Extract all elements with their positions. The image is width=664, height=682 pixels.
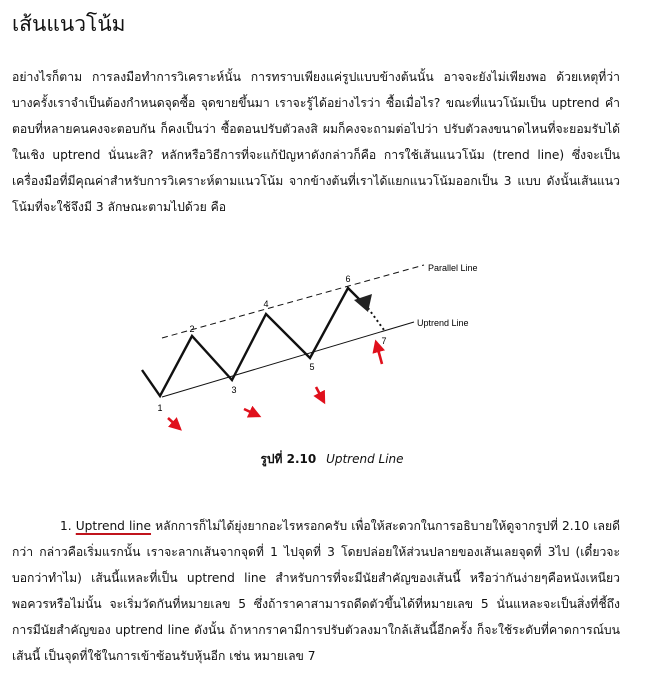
point-label: 1 — [157, 403, 163, 413]
point-label: 2 — [189, 324, 195, 334]
intro-paragraph: อย่างไรก็ตาม การลงมือทำการวิเคราะห์นั้น การทราบเพียงแค่รูปแบบข้างต้นนั้น อาจจะยังไม่เพียงพอ ด้วยเหตุที่ว่า บางครั้งเราจำเป็นต้องกำหนดจุดซื้อ จุดขายขึ้นมา เราจะรู้ได้อย่างไรว่า ซื้อเมื่อไร? ขณะที่แนวโน้มเป็น uptrend คำตอบที่หลายคนคงจะตอบกัน ก็คงเป็นว่า ซื้อตอนปรับตัวลงสิ ผมก็คงจะถามต่อไปว่า ปรับตัวลงขนาดไหนที่จะยอมรับได้ในเชิง uptrend นั่นนะสิ? หลักหรือวิธีการที่จะแก้ปัญหาดังกล่าวก็คือ การใช้เส้นแนวโน้ม (trend line) ซึ่งจะเป็นเครื่องมือที่มีคุณค่าสำหรับการวิเคราะห์ตามแนวโน้ม จากข้างต้นที่เราได้แยกแนวโน้มออกเป็น 3 แบบ ดังนั้นเส้นแนวโน้มที่จะใช้จึงมี 3 ลักษณะตามไปด้วย คือ — [12, 70, 620, 214]
red-arrow-icon — [168, 418, 180, 429]
uptrend-line-label: Uptrend Line — [417, 318, 469, 328]
item-term: Uptrend line — [75, 519, 152, 533]
section-heading: เส้นแนวโน้ม — [12, 12, 126, 36]
parallel-line-label: Parallel Line — [428, 263, 478, 273]
point-label: 3 — [231, 385, 237, 395]
point-label: 7 — [381, 336, 387, 346]
uptrend-figure — [128, 262, 498, 437]
caption-title: Uptrend Line — [326, 452, 404, 466]
item-number: 1. — [60, 519, 72, 533]
point-label: 4 — [263, 299, 269, 309]
uptrend-line — [162, 322, 414, 397]
projection-dotted-line — [368, 308, 384, 330]
parallel-line — [162, 265, 424, 338]
point-label: 5 — [309, 362, 315, 372]
red-arrow-icon — [244, 409, 259, 416]
point-label: 6 — [345, 274, 351, 284]
uptrend-line-paragraph — [12, 513, 620, 669]
figure-caption — [0, 450, 664, 469]
red-arrow-icon — [316, 387, 324, 402]
caption-number: รูปที่ 2.10 — [260, 452, 317, 466]
item-text: หลักการก็ไม่ได้ยุ่งยากอะไรหรอกครับ เพื่อให้สะดวกในการอธิบายให้ดูจากรูปที่ 2.10 เลยดีกว่า กล่าวคือเริ่มแรกนั้น เราจะลากเส้นจากจุดที่ 1 ไปจุดที่ 3 โดยปล่อยให้ส่วนปลายของเส้นเลยจุดที่ 3ไป (เดี๋ยวจะบอกว่าทำไม) เส้นนี้แหละที่เป็น uptrend line สำหรับการที่จะมีนัยสำคัญของเส้นนี้ หรือว่ากันง่ายๆคือหนังเหนียวพอควรหรือไม่นั้น จะเริ่มวัดกันที่หมายเลข 5 ซึ่งถ้าราคาสามารถดีดตัวขึ้นได้ที่หมายเลข 5 นั่นแหละจะเป็นสิ่งที่ชี้ถึงการมีนัยสำคัญของ uptrend line ดังนั้น ถ้าหากราคามีการปรับตัวลงมาใกล้เส้นนี้อีกครั้ง ก็จะใช้ระดับที่คาดการณ์บนเส้นนี้ เป็นจุดที่ใช้ในการเข้าซ้อนรับหุ้นอีก เช่น หมายเลข 7 — [12, 519, 620, 663]
price-path — [142, 288, 368, 396]
